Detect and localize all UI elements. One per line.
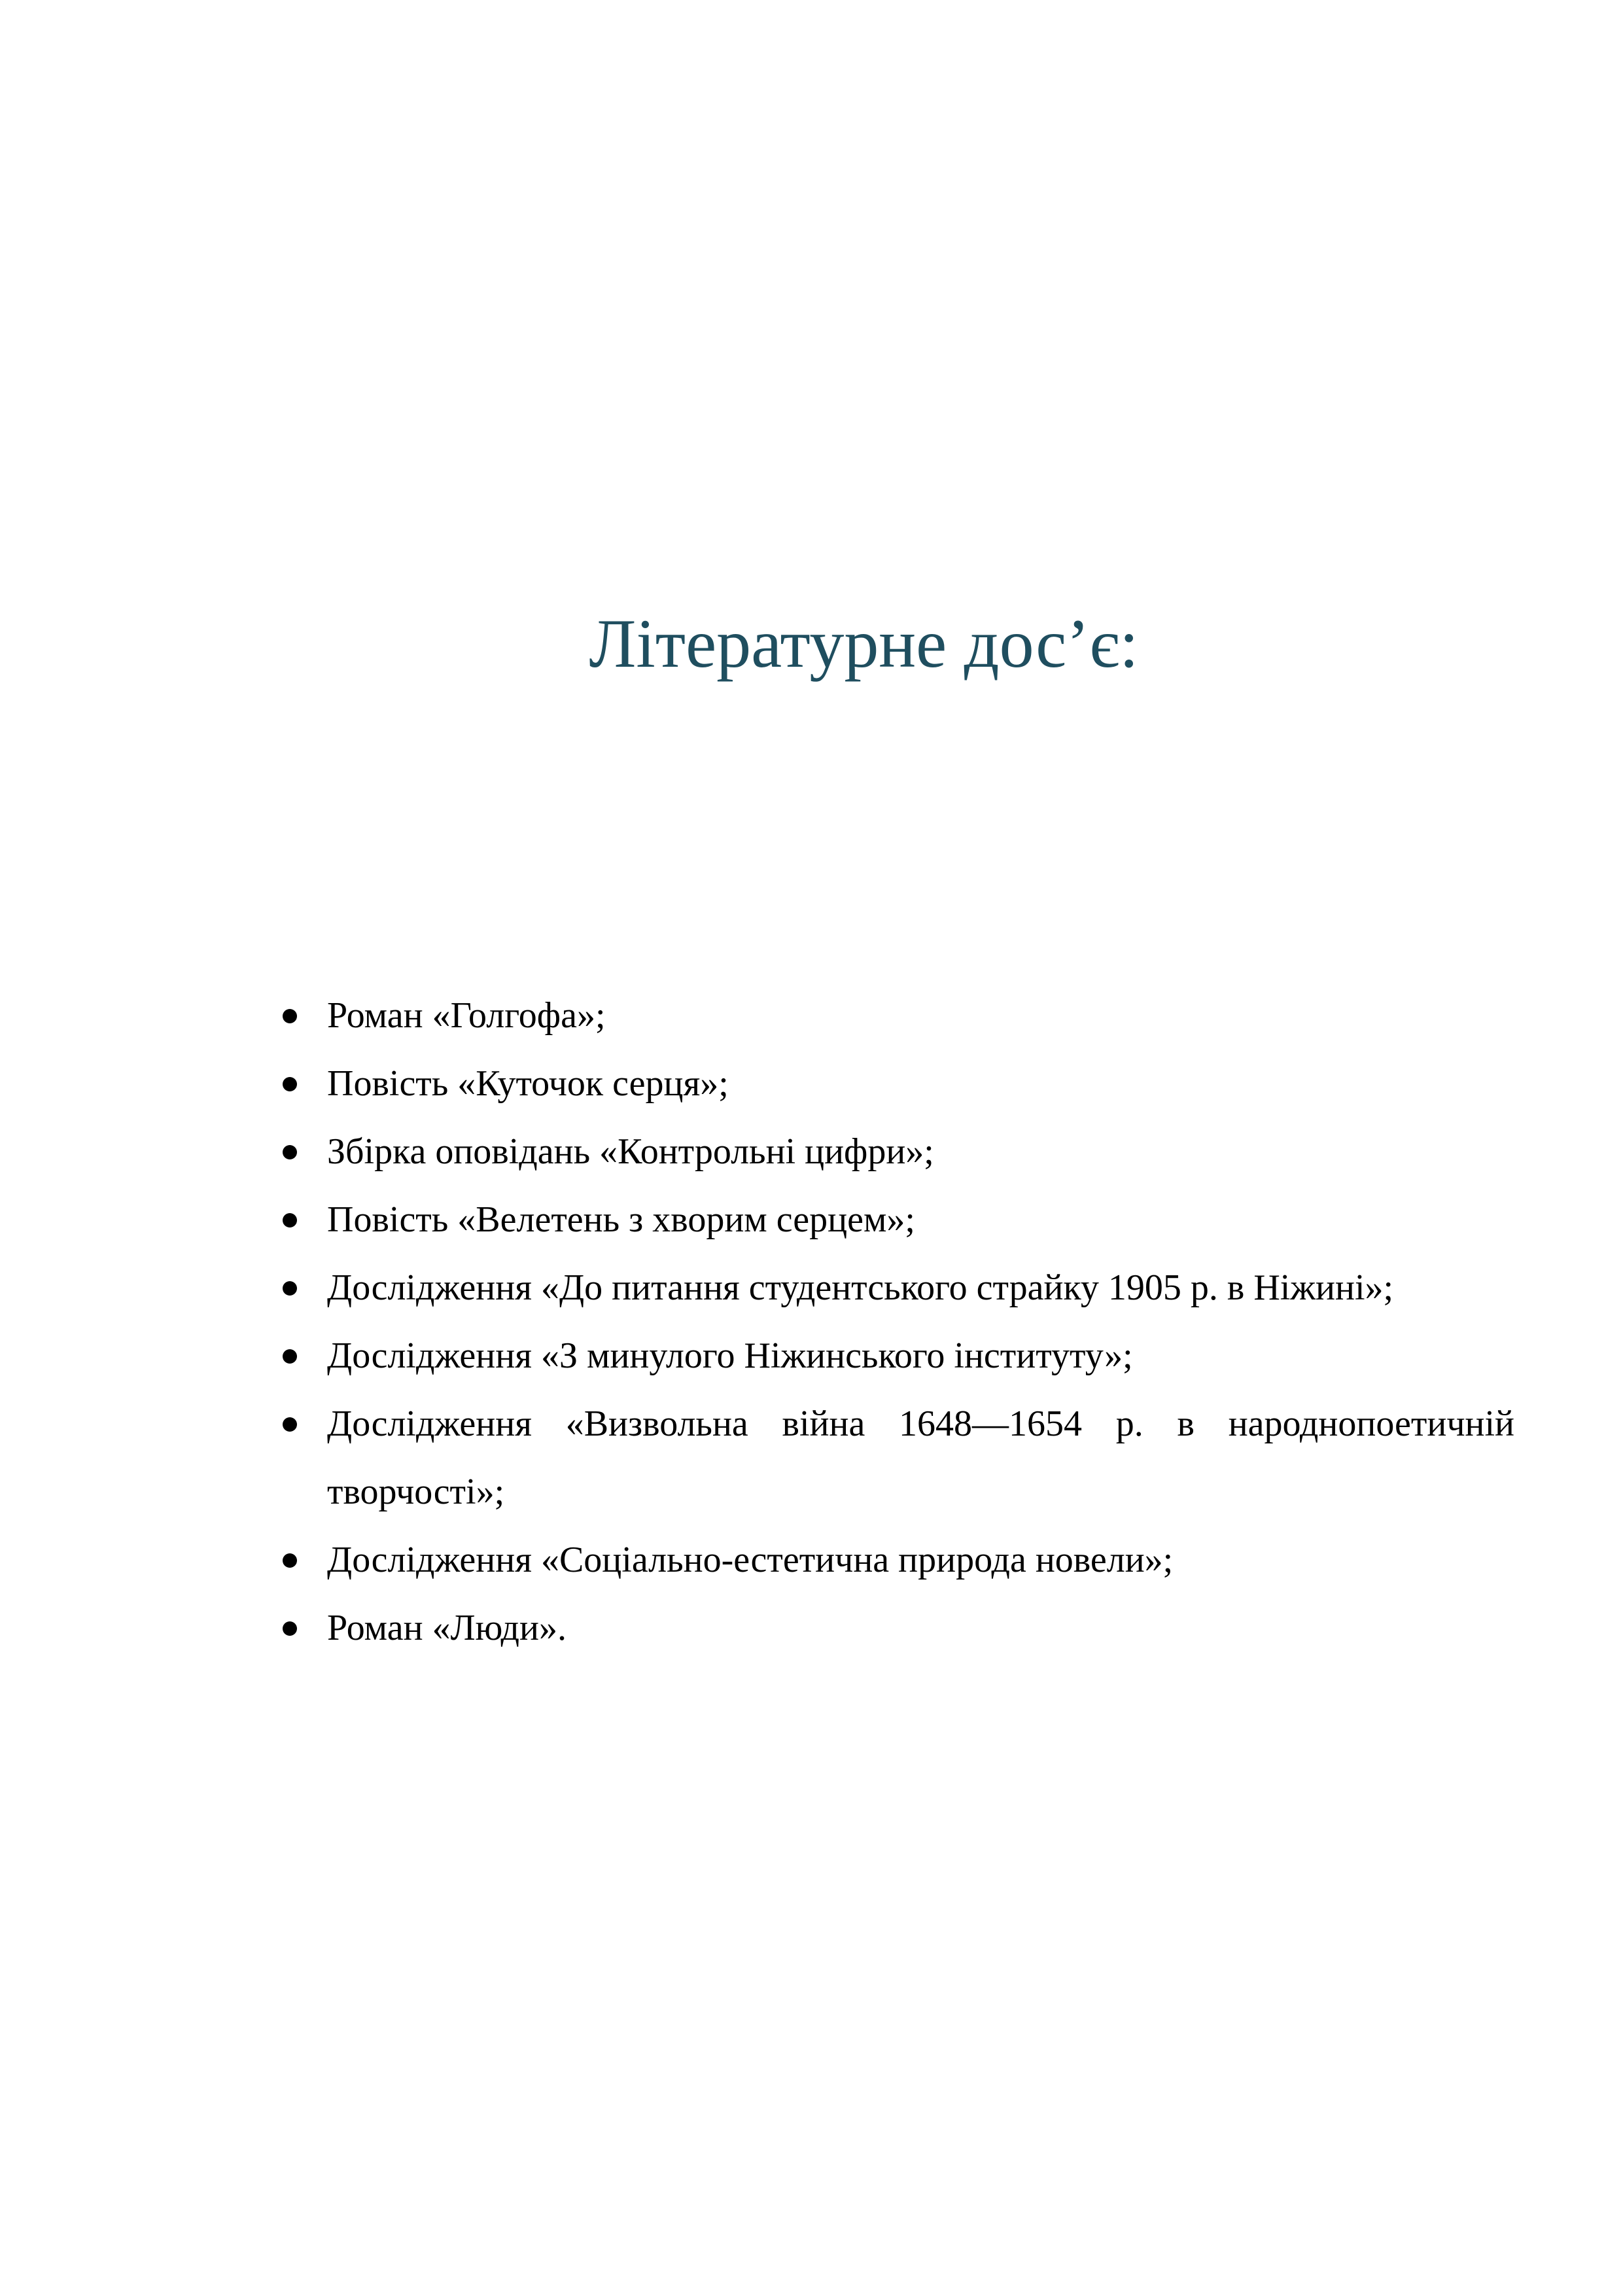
- page-title: Літературне дос’є:: [589, 605, 1139, 682]
- bullet-icon: [283, 1417, 297, 1432]
- list-item: [281, 1526, 1514, 1594]
- list-item-text: Дослідження «До питання студентського страйку 1905 р. в Ніжині»;: [327, 1267, 1394, 1308]
- list-item-text: Дослідження «Визвольна війна 1648—1654 р. в народнопоетичній творчості»;: [327, 1404, 1514, 1512]
- list-item-text: Роман «Люди».: [327, 1608, 567, 1648]
- list-item: [281, 1118, 1514, 1186]
- bullet-icon: [283, 1213, 297, 1227]
- bullet-icon: [283, 1077, 297, 1091]
- list-item: [281, 1254, 1514, 1322]
- list-item-text: Збірка оповідань «Контрольні цифри»;: [327, 1131, 934, 1172]
- list-item-text: Роман «Голгофа»;: [327, 995, 606, 1036]
- bullet-icon: [283, 1281, 297, 1296]
- list-item: [281, 1186, 1514, 1254]
- bullet-icon: [283, 1009, 297, 1023]
- list-item-text: Повість «Велетень з хворим серцем»;: [327, 1199, 915, 1240]
- list-item: [281, 1390, 1514, 1526]
- bullet-icon: [283, 1349, 297, 1364]
- bullet-icon: [283, 1145, 297, 1159]
- list-item-text: Дослідження «Соціально-естетична природа новели»;: [327, 1540, 1174, 1580]
- list-item-text: Дослідження «З минулого Ніжинського інституту»;: [327, 1335, 1133, 1376]
- bullet-icon: [283, 1621, 297, 1636]
- list-item: [281, 981, 1514, 1050]
- list-item-text: Повість «Куточок серця»;: [327, 1063, 729, 1104]
- list-item: [281, 1594, 1514, 1662]
- bullet-icon: [283, 1553, 297, 1568]
- works-list: [281, 981, 1514, 1662]
- list-item: [281, 1050, 1514, 1118]
- list-item: [281, 1322, 1514, 1390]
